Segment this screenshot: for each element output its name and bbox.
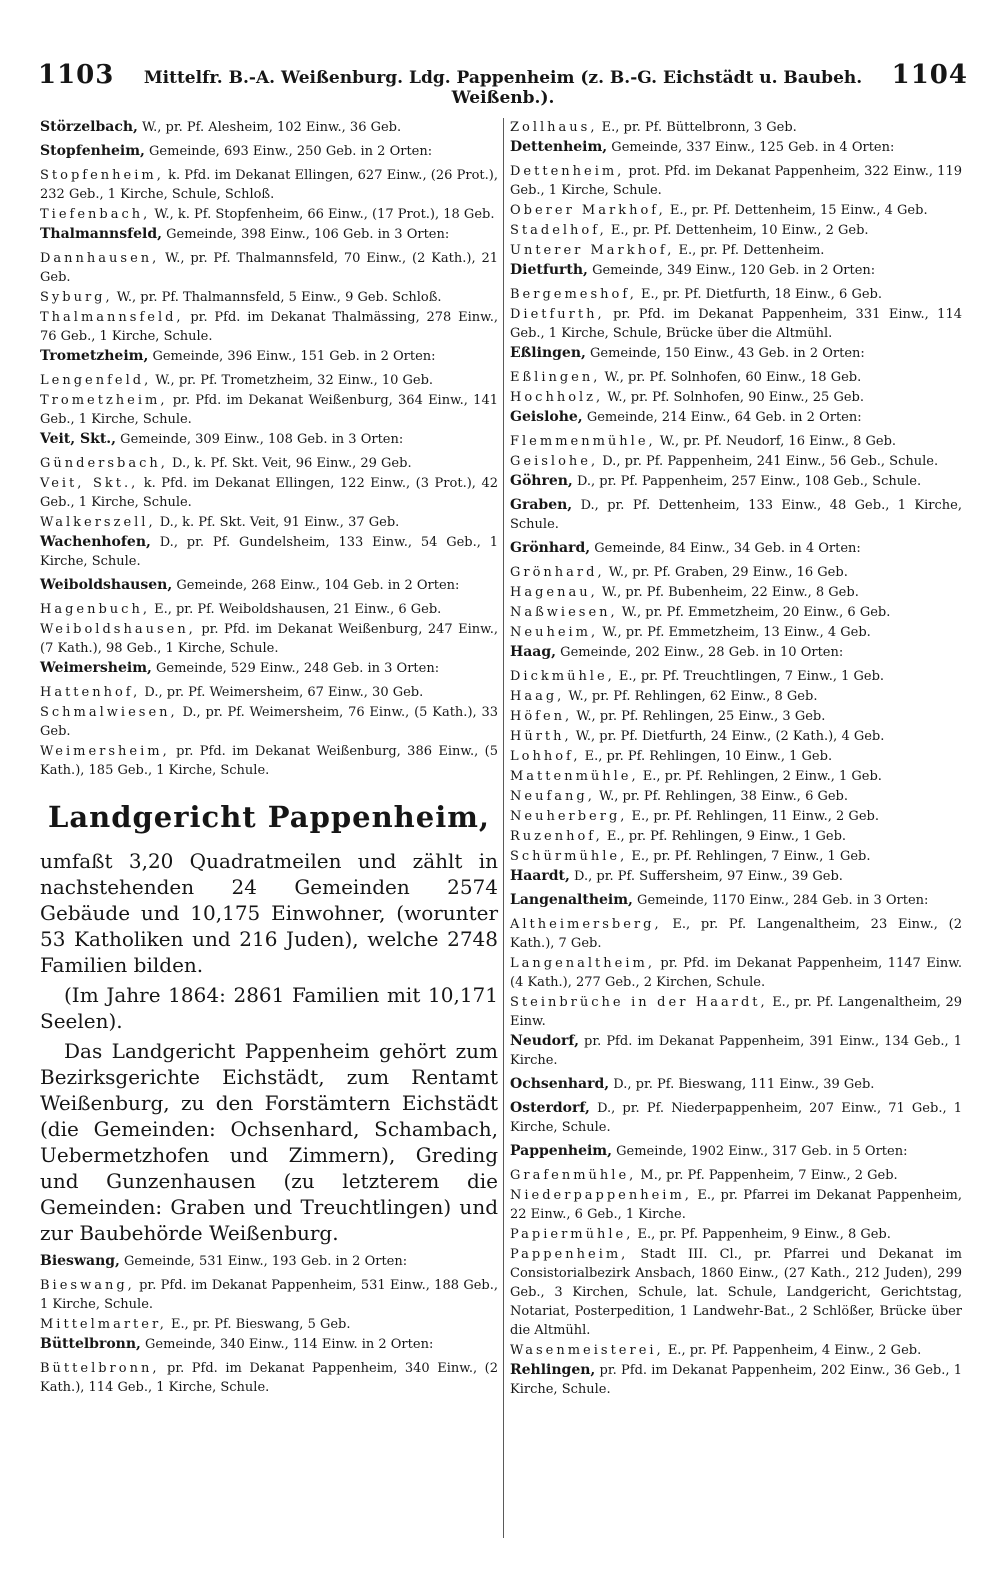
entry-headword: Veit, Skt., bbox=[40, 476, 139, 491]
place-entry bbox=[510, 563, 962, 582]
entry-text: k. Pfd. im Dekanat Ellingen, 122 Einw., (3 Prot.), 42 Geb., 1 Kirche, Schule. bbox=[40, 476, 498, 510]
entry-text: Gemeinde, 529 Einw., 248 Geb. in 3 Orten: bbox=[151, 661, 440, 676]
place-entry bbox=[40, 205, 498, 224]
entry-headword: Langenaltheim, bbox=[510, 892, 633, 908]
municipality-entry bbox=[510, 408, 962, 427]
right-entries bbox=[510, 118, 962, 1399]
municipality-entry bbox=[40, 430, 498, 449]
entry-headword: Eßlingen, bbox=[510, 370, 601, 385]
entry-text: W., pr. Pf. Thalmannsfeld, 70 Einw., (2 Kath.), 21 Geb. bbox=[40, 251, 498, 285]
left-entries-top bbox=[40, 118, 498, 780]
place-entry bbox=[510, 1341, 962, 1360]
entry-headword: Oberer Markhof, bbox=[510, 203, 666, 218]
entry-text: W., pr. Pf. Emmetzheim, 20 Einw., 6 Geb. bbox=[617, 605, 891, 620]
entry-text: E., pr. Pf. Pappenheim, 9 Einw., 8 Geb. bbox=[633, 1227, 891, 1242]
entry-text: W., pr. Pf. Solnhofen, 60 Einw., 18 Geb. bbox=[600, 370, 862, 385]
place-entry bbox=[510, 767, 962, 786]
entry-text: W., pr. Pf. Thalmannsfeld, 5 Einw., 9 Geb. Schloß. bbox=[112, 290, 442, 305]
entry-headword: Hattenhof, bbox=[40, 685, 141, 700]
entry-headword: Eßlingen, bbox=[510, 345, 586, 361]
entry-headword: Hürth, bbox=[510, 729, 572, 744]
entry-text: E., pr. Pf. Rehlingen, 2 Einw., 1 Geb. bbox=[638, 769, 882, 784]
entry-text: Gemeinde, 340 Einw., 114 Einw. in 2 Orten: bbox=[140, 1337, 434, 1352]
entry-headword: Hagenbuch, bbox=[40, 602, 150, 617]
entry-text: Gemeinde, 309 Einw., 108 Geb. in 3 Orten: bbox=[116, 432, 404, 447]
entry-headword: Wachenhofen, bbox=[40, 534, 151, 550]
entry-text: E., pr. Pf. Rehlingen, 10 Einw., 1 Geb. bbox=[580, 749, 833, 764]
entry-text: E., pr. Pf. Langenaltheim, 23 Einw., (2 Kath.), 7 Geb. bbox=[510, 917, 962, 951]
entry-text: D., pr. Pf. Pappenheim, 257 Einw., 108 Geb., Schule. bbox=[572, 474, 922, 489]
entry-text: W., pr. Pf. Solnhofen, 90 Einw., 25 Geb. bbox=[603, 390, 864, 405]
place-entry bbox=[40, 391, 498, 429]
entry-text: D., pr. Pf. Niederpappenheim, 207 Einw., 71 Geb., 1 Kirche, Schule. bbox=[510, 1101, 962, 1135]
entry-text: D., pr. Pf. Gundelsheim, 133 Einw., 54 Geb., 1 Kirche, Schule. bbox=[40, 535, 498, 569]
entry-text: prot. Pfd. im Dekanat Pappenheim, 322 Einw., 119 Geb., 1 Kirche, Schule. bbox=[510, 164, 962, 198]
place-entry bbox=[510, 221, 962, 240]
place-entry bbox=[510, 954, 962, 992]
municipality-entry bbox=[40, 347, 498, 366]
entry-headword: Lengenfeld, bbox=[40, 373, 152, 388]
place-entry bbox=[510, 368, 962, 387]
place-entry bbox=[510, 787, 962, 806]
place-entry bbox=[510, 285, 962, 304]
entry-text: D., pr. Pf. Dettenheim, 133 Einw., 48 Geb., 1 Kirche, Schule. bbox=[510, 498, 962, 532]
entry-headword: Dannhausen, bbox=[40, 251, 160, 266]
entry-text: E., pr. Pf. Rehlingen, 11 Einw., 2 Geb. bbox=[627, 809, 879, 824]
entry-text: pr. Pfd. im Dekanat Weißenburg, 386 Einw., (5 Kath.), 185 Geb., 1 Kirche, Schule. bbox=[40, 744, 498, 778]
entry-headword: Mittelmarter, bbox=[40, 1317, 167, 1332]
entry-text: D., pr. Pf. Weimersheim, 76 Einw., (5 Kath.), 33 Geb. bbox=[40, 705, 498, 739]
entry-headword: Weimersheim, bbox=[40, 660, 152, 676]
right-column bbox=[510, 118, 962, 1404]
entry-text: pr. Pfd. im Dekanat Pappenheim, 1147 Einw. (4 Kath.), 277 Geb., 2 Kirchen, Schule. bbox=[510, 956, 962, 990]
entry-text: W., pr. Pf. Rehlingen, 25 Einw., 3 Geb. bbox=[572, 709, 826, 724]
place-entry bbox=[40, 371, 498, 390]
place-entry bbox=[40, 1276, 498, 1314]
entry-text: Gemeinde, 531 Einw., 193 Geb. in 2 Orten: bbox=[119, 1254, 408, 1269]
entry-headword: Niederpappenheim, bbox=[510, 1188, 692, 1203]
entry-headword: Gündersbach, bbox=[40, 456, 168, 471]
entry-text: D., pr. Pf. Bieswang, 111 Einw., 39 Geb. bbox=[609, 1077, 875, 1092]
entry-headword: Dettenheim, bbox=[510, 164, 625, 179]
page-number-left: 1103 bbox=[38, 60, 115, 90]
place-entry bbox=[510, 388, 962, 407]
place-entry bbox=[40, 683, 498, 702]
place-entry bbox=[510, 993, 962, 1031]
entry-headword: Veit, Skt., bbox=[40, 431, 117, 447]
entry-text: W., pr. Pf. Dietfurth, 24 Einw., (2 Kath.), 4 Geb. bbox=[571, 729, 885, 744]
entry-text: W., pr. Pf. Emmetzheim, 13 Einw., 4 Geb. bbox=[598, 625, 871, 640]
municipality-entry bbox=[40, 142, 498, 161]
entry-headword: Dettenheim, bbox=[510, 139, 608, 155]
place-entry bbox=[40, 308, 498, 346]
municipality-entry bbox=[510, 1075, 962, 1094]
place-entry bbox=[40, 703, 498, 741]
entry-headword: Graben, bbox=[510, 497, 573, 513]
entry-headword: Büttelbronn, bbox=[40, 1361, 160, 1376]
entry-text: pr. Pfd. im Dekanat Weißenburg, 364 Einw., 141 Geb., 1 Kirche, Schule. bbox=[40, 393, 498, 427]
entry-headword: Stopfenheim, bbox=[40, 143, 145, 159]
place-entry bbox=[510, 118, 962, 137]
place-entry bbox=[510, 827, 962, 846]
entry-text: Gemeinde, 150 Einw., 43 Geb. in 2 Orten: bbox=[585, 346, 865, 361]
entry-text: Gemeinde, 398 Einw., 106 Geb. in 3 Orten: bbox=[162, 227, 450, 242]
municipality-entry bbox=[510, 472, 962, 491]
entry-text: Gemeinde, 693 Einw., 250 Geb. in 2 Orten: bbox=[144, 144, 433, 159]
entry-text: W., pr. Pf. Bubenheim, 22 Einw., 8 Geb. bbox=[597, 585, 859, 600]
place-entry bbox=[40, 600, 498, 619]
entry-headword: Steinbrüche in der Haardt, bbox=[510, 995, 768, 1010]
entry-headword: Bieswang, bbox=[40, 1253, 120, 1269]
section-paragraph-1: umfaßt 3,20 Quadratmeilen und zählt in nachstehenden 24 Gemeinden 2574 Gebäude und 10,175 Einwohner, (worunter 53 Katholiken und 216 Juden), welche 2748 Familien bilden. bbox=[40, 849, 498, 977]
entry-headword: Rehlingen, bbox=[510, 1362, 596, 1378]
place-entry bbox=[510, 1186, 962, 1224]
entry-headword: Grönhard, bbox=[510, 540, 591, 556]
entry-headword: Weiboldshausen, bbox=[40, 622, 196, 637]
place-entry bbox=[510, 432, 962, 451]
entry-text: E., pr. Pf. Langenaltheim, 29 Einw. bbox=[510, 995, 962, 1029]
entry-headword: Mattenmühle, bbox=[510, 769, 639, 784]
entry-text: E., pr. Pf. Rehlingen, 7 Einw., 1 Geb. bbox=[627, 849, 871, 864]
entry-headword: Dietfurth, bbox=[510, 307, 605, 322]
entry-headword: Neudorf, bbox=[510, 1033, 579, 1049]
entry-text: W., k. Pf. Stopfenheim, 66 Einw., (17 Prot.), 18 Geb. bbox=[150, 207, 495, 222]
entry-text: Gemeinde, 337 Einw., 125 Geb. in 4 Orten: bbox=[607, 140, 895, 155]
entry-text: D., pr. Pf. Weimersheim, 67 Einw., 30 Geb. bbox=[140, 685, 424, 700]
entry-headword: Göhren, bbox=[510, 473, 573, 489]
section-heading: Landgericht Pappenheim, bbox=[47, 800, 491, 834]
entry-headword: Stadelhof, bbox=[510, 223, 607, 238]
entry-headword: Neuherberg, bbox=[510, 809, 628, 824]
entry-text: E., pr. Pf. Pappenheim, 4 Einw., 2 Geb. bbox=[663, 1343, 922, 1358]
entry-headword: Thalmannsfeld, bbox=[40, 310, 184, 325]
entry-text: E., pr. Pf. Dietfurth, 18 Einw., 6 Geb. bbox=[636, 287, 882, 302]
entry-text: E., pr. Pf. Weiboldshausen, 21 Einw., 6 Geb. bbox=[149, 602, 442, 617]
entry-text: W., pr. Pf. Neudorf, 16 Einw., 8 Geb. bbox=[655, 434, 897, 449]
entry-headword: Störzelbach, bbox=[40, 119, 138, 135]
entry-headword: Grafenmühle, bbox=[510, 1168, 637, 1183]
entry-text: E., pr. Pf. Rehlingen, 9 Einw., 1 Geb. bbox=[602, 829, 847, 844]
place-entry bbox=[510, 305, 962, 343]
place-entry bbox=[40, 249, 498, 287]
entry-text: D., k. Pf. Skt. Veit, 96 Einw., 29 Geb. bbox=[167, 456, 412, 471]
place-entry bbox=[510, 747, 962, 766]
entry-text: Gemeinde, 396 Einw., 151 Geb. in 2 Orten: bbox=[148, 349, 436, 364]
entry-headword: Bieswang, bbox=[40, 1278, 135, 1293]
place-entry bbox=[40, 474, 498, 512]
entry-text: D., pr. Pf. Pappenheim, 241 Einw., 56 Geb., Schule. bbox=[598, 454, 939, 469]
place-entry bbox=[510, 1166, 962, 1185]
place-entry bbox=[510, 452, 962, 471]
place-entry bbox=[40, 742, 498, 780]
entry-text: E., pr. Pf. Dettenheim, 10 Einw., 2 Geb. bbox=[606, 223, 869, 238]
entry-headword: Wasenmeisterei, bbox=[510, 1343, 664, 1358]
municipality-entry bbox=[510, 643, 962, 662]
entry-text: E., pr. Pf. Dettenheim. bbox=[674, 243, 825, 258]
entry-text: pr. Pfd. im Dekanat Pappenheim, 531 Einw., 188 Geb., 1 Kirche, Schule. bbox=[40, 1278, 498, 1312]
entry-headword: Dickmühle, bbox=[510, 669, 615, 684]
entry-headword: Grönhard, bbox=[510, 565, 605, 580]
municipality-entry bbox=[510, 891, 962, 910]
place-entry bbox=[510, 687, 962, 706]
place-entry bbox=[510, 847, 962, 866]
entry-headword: Neufang, bbox=[510, 789, 595, 804]
place-entry bbox=[510, 241, 962, 260]
municipality-entry bbox=[510, 867, 962, 886]
entry-headword: Ochsenhard, bbox=[510, 1076, 610, 1092]
entry-text: Gemeinde, 1170 Einw., 284 Geb. in 3 Orten: bbox=[632, 893, 929, 908]
entry-text: pr. Pfd. im Dekanat Thalmässing, 278 Einw., 76 Geb., 1 Kirche, Schule. bbox=[40, 310, 498, 344]
entry-headword: Dietfurth, bbox=[510, 262, 588, 278]
entry-headword: Osterdorf, bbox=[510, 1100, 590, 1116]
municipality-entry bbox=[40, 118, 498, 137]
entry-headword: Trometzheim, bbox=[40, 348, 149, 364]
municipality-entry bbox=[40, 225, 498, 244]
municipality-entry bbox=[40, 659, 498, 678]
place-entry bbox=[510, 707, 962, 726]
entry-headword: Haag, bbox=[510, 644, 557, 660]
municipality-entry bbox=[510, 1142, 962, 1161]
entry-text: E., pr. Pf. Dettenheim, 15 Einw., 4 Geb. bbox=[665, 203, 928, 218]
place-entry bbox=[510, 1225, 962, 1244]
place-entry bbox=[510, 583, 962, 602]
page-header bbox=[38, 60, 968, 108]
left-entries-bottom bbox=[40, 1252, 498, 1397]
entry-text: W., pr. Pf. Rehlingen, 38 Einw., 6 Geb. bbox=[594, 789, 849, 804]
place-entry bbox=[510, 1245, 962, 1340]
municipality-entry bbox=[510, 138, 962, 157]
entry-headword: Ruzenhof, bbox=[510, 829, 603, 844]
entry-headword: Geislohe, bbox=[510, 454, 599, 469]
column-divider bbox=[503, 118, 504, 1538]
entry-text: W., pr. Pf. Rehlingen, 62 Einw., 8 Geb. bbox=[564, 689, 818, 704]
entry-headword: Papiermühle, bbox=[510, 1227, 634, 1242]
entry-text: E., pr. Pfarrei im Dekanat Pappenheim, 22 Einw., 6 Geb., 1 Kirche. bbox=[510, 1188, 962, 1222]
entry-headword: Thalmannsfeld, bbox=[40, 226, 163, 242]
entry-text: Gemeinde, 84 Einw., 34 Geb. in 4 Orten: bbox=[590, 541, 861, 556]
place-entry bbox=[510, 623, 962, 642]
entry-headword: Syburg, bbox=[40, 290, 113, 305]
entry-headword: Neuheim, bbox=[510, 625, 599, 640]
entry-text: W., pr. Pf. Trometzheim, 32 Einw., 10 Geb. bbox=[151, 373, 434, 388]
entry-headword: Trometzheim, bbox=[40, 393, 168, 408]
place-entry bbox=[40, 454, 498, 473]
running-title: Mittelfr. B.-A. Weißenburg. Ldg. Pappenheim (z. B.-G. Eichstädt u. Baubeh. Weißenb.). bbox=[143, 68, 863, 108]
entry-headword: Altheimersberg, bbox=[510, 917, 662, 932]
page-number-right: 1104 bbox=[891, 60, 968, 90]
entry-headword: Tiefenbach, bbox=[40, 207, 151, 222]
entry-headword: Büttelbronn, bbox=[40, 1336, 141, 1352]
section-paragraph-2: (Im Jahre 1864: 2861 Familien mit 10,171 Seelen). bbox=[40, 983, 498, 1033]
place-entry bbox=[40, 1359, 498, 1397]
entry-text: pr. Pfd. im Dekanat Pappenheim, 340 Einw., (2 Kath.), 114 Geb., 1 Kirche, Schule. bbox=[40, 1361, 498, 1395]
entry-headword: Weimersheim, bbox=[40, 744, 170, 759]
entry-text: Gemeinde, 1902 Einw., 317 Geb. in 5 Orten: bbox=[611, 1144, 908, 1159]
entry-headword: Stopfenheim, bbox=[40, 168, 164, 183]
entry-headword: Langenaltheim, bbox=[510, 956, 655, 971]
entry-text: Gemeinde, 214 Einw., 64 Geb. in 2 Orten: bbox=[582, 410, 862, 425]
municipality-entry bbox=[510, 496, 962, 534]
entry-headword: Bergemeshof, bbox=[510, 287, 637, 302]
municipality-entry bbox=[510, 344, 962, 363]
municipality-entry bbox=[510, 539, 962, 558]
entry-headword: Pappenheim, bbox=[510, 1247, 629, 1262]
place-entry bbox=[510, 667, 962, 686]
entry-text: Gemeinde, 268 Einw., 104 Geb. in 2 Orten: bbox=[172, 578, 460, 593]
entry-headword: Weiboldshausen, bbox=[40, 577, 173, 593]
municipality-entry bbox=[40, 576, 498, 595]
entry-headword: Höfen, bbox=[510, 709, 573, 724]
entry-text: k. Pfd. im Dekanat Ellingen, 627 Einw., (26 Prot.), 232 Geb., 1 Kirche, Schule, Schloß. bbox=[40, 168, 498, 202]
entry-headword: Haag, bbox=[510, 689, 565, 704]
place-entry bbox=[510, 807, 962, 826]
municipality-entry bbox=[510, 1099, 962, 1137]
municipality-entry bbox=[40, 1335, 498, 1354]
entry-headword: Naßwiesen, bbox=[510, 605, 618, 620]
place-entry bbox=[510, 915, 962, 953]
place-entry bbox=[510, 603, 962, 622]
entry-headword: Unterer Markhof, bbox=[510, 243, 675, 258]
place-entry bbox=[40, 513, 498, 532]
municipality-entry bbox=[40, 533, 498, 571]
entry-headword: Pappenheim, bbox=[510, 1143, 612, 1159]
section-paragraph-3: Das Landgericht Pappenheim gehört zum Bezirksgerichte Eichstädt, zum Rentamt Weißenburg, zu den Forstämtern Eichstädt (die Gemeinden: Ochsenhard, Schambach, Uebermetzhofen und Zimmern), Greding und Gunzenhausen (zu letzterem die Gemeinden: Graben und Treuchtlingen) und zur Baubehörde Weißenburg. bbox=[40, 1039, 498, 1245]
entry-text: D., k. Pf. Skt. Veit, 91 Einw., 37 Geb. bbox=[155, 515, 400, 530]
entry-text: W., pr. Pf. Graben, 29 Einw., 16 Geb. bbox=[604, 565, 848, 580]
entry-text: pr. Pfd. im Dekanat Pappenheim, 331 Einw., 114 Geb., 1 Kirche, Schule, Brücke über die Altmühl. bbox=[510, 307, 962, 341]
place-entry bbox=[510, 201, 962, 220]
entry-headword: Haardt, bbox=[510, 868, 570, 884]
left-column bbox=[40, 118, 498, 1398]
municipality-entry bbox=[510, 261, 962, 280]
municipality-entry bbox=[510, 1032, 962, 1070]
place-entry bbox=[510, 162, 962, 200]
entry-headword: Schürmühle, bbox=[510, 849, 628, 864]
municipality-entry bbox=[40, 1252, 498, 1271]
entry-text: M., pr. Pf. Pappenheim, 7 Einw., 2 Geb. bbox=[636, 1168, 898, 1183]
entry-text: E., pr. Pf. Bieswang, 5 Geb. bbox=[166, 1317, 351, 1332]
entry-text: Stadt III. Cl., pr. Pfarrei und Dekanat im Consistorialbezirk Ansbach, 1860 Einw., (27 Kath., 212 Juden), 299 Geb., 3 Kirchen, Schule, lat. Schule, Landgericht, Gerichtstag, Notariat, Posterpedition, 1 Landwehr-Bat., 2 Schlößer, Brücke über die Altmühl. bbox=[510, 1247, 962, 1338]
entry-text: W., pr. Pf. Alesheim, 102 Einw., 36 Geb. bbox=[137, 120, 402, 135]
place-entry bbox=[40, 620, 498, 658]
entry-text: D., pr. Pf. Suffersheim, 97 Einw., 39 Geb. bbox=[569, 869, 843, 884]
entry-headword: Geislohe, bbox=[510, 409, 583, 425]
entry-text: pr. Pfd. im Dekanat Pappenheim, 391 Einw., 134 Geb., 1 Kirche. bbox=[510, 1034, 962, 1068]
entry-headword: Schmalwiesen, bbox=[40, 705, 178, 720]
entry-headword: Lohhof, bbox=[510, 749, 581, 764]
entry-text: E., pr. Pf. Büttelbronn, 3 Geb. bbox=[597, 120, 797, 135]
entry-text: E., pr. Pf. Treuchtlingen, 7 Einw., 1 Geb. bbox=[614, 669, 885, 684]
place-entry bbox=[40, 1315, 498, 1334]
entry-text: pr. Pfd. im Dekanat Weißenburg, 247 Einw., (7 Kath.), 98 Geb., 1 Kirche, Schule. bbox=[40, 622, 498, 656]
entry-text: Gemeinde, 202 Einw., 28 Geb. in 10 Orten: bbox=[556, 645, 844, 660]
entry-headword: Zollhaus, bbox=[510, 120, 598, 135]
entry-headword: Hagenau, bbox=[510, 585, 598, 600]
place-entry bbox=[40, 166, 498, 204]
entry-headword: Walkerszell, bbox=[40, 515, 156, 530]
entry-headword: Flemmenmühle, bbox=[510, 434, 656, 449]
place-entry bbox=[40, 288, 498, 307]
entry-text: Gemeinde, 349 Einw., 120 Geb. in 2 Orten: bbox=[587, 263, 876, 278]
entry-headword: Hochholz, bbox=[510, 390, 604, 405]
municipality-entry bbox=[510, 1361, 962, 1399]
entry-text: pr. Pfd. im Dekanat Pappenheim, 202 Einw., 36 Geb., 1 Kirche, Schule. bbox=[510, 1363, 962, 1397]
place-entry bbox=[510, 727, 962, 746]
